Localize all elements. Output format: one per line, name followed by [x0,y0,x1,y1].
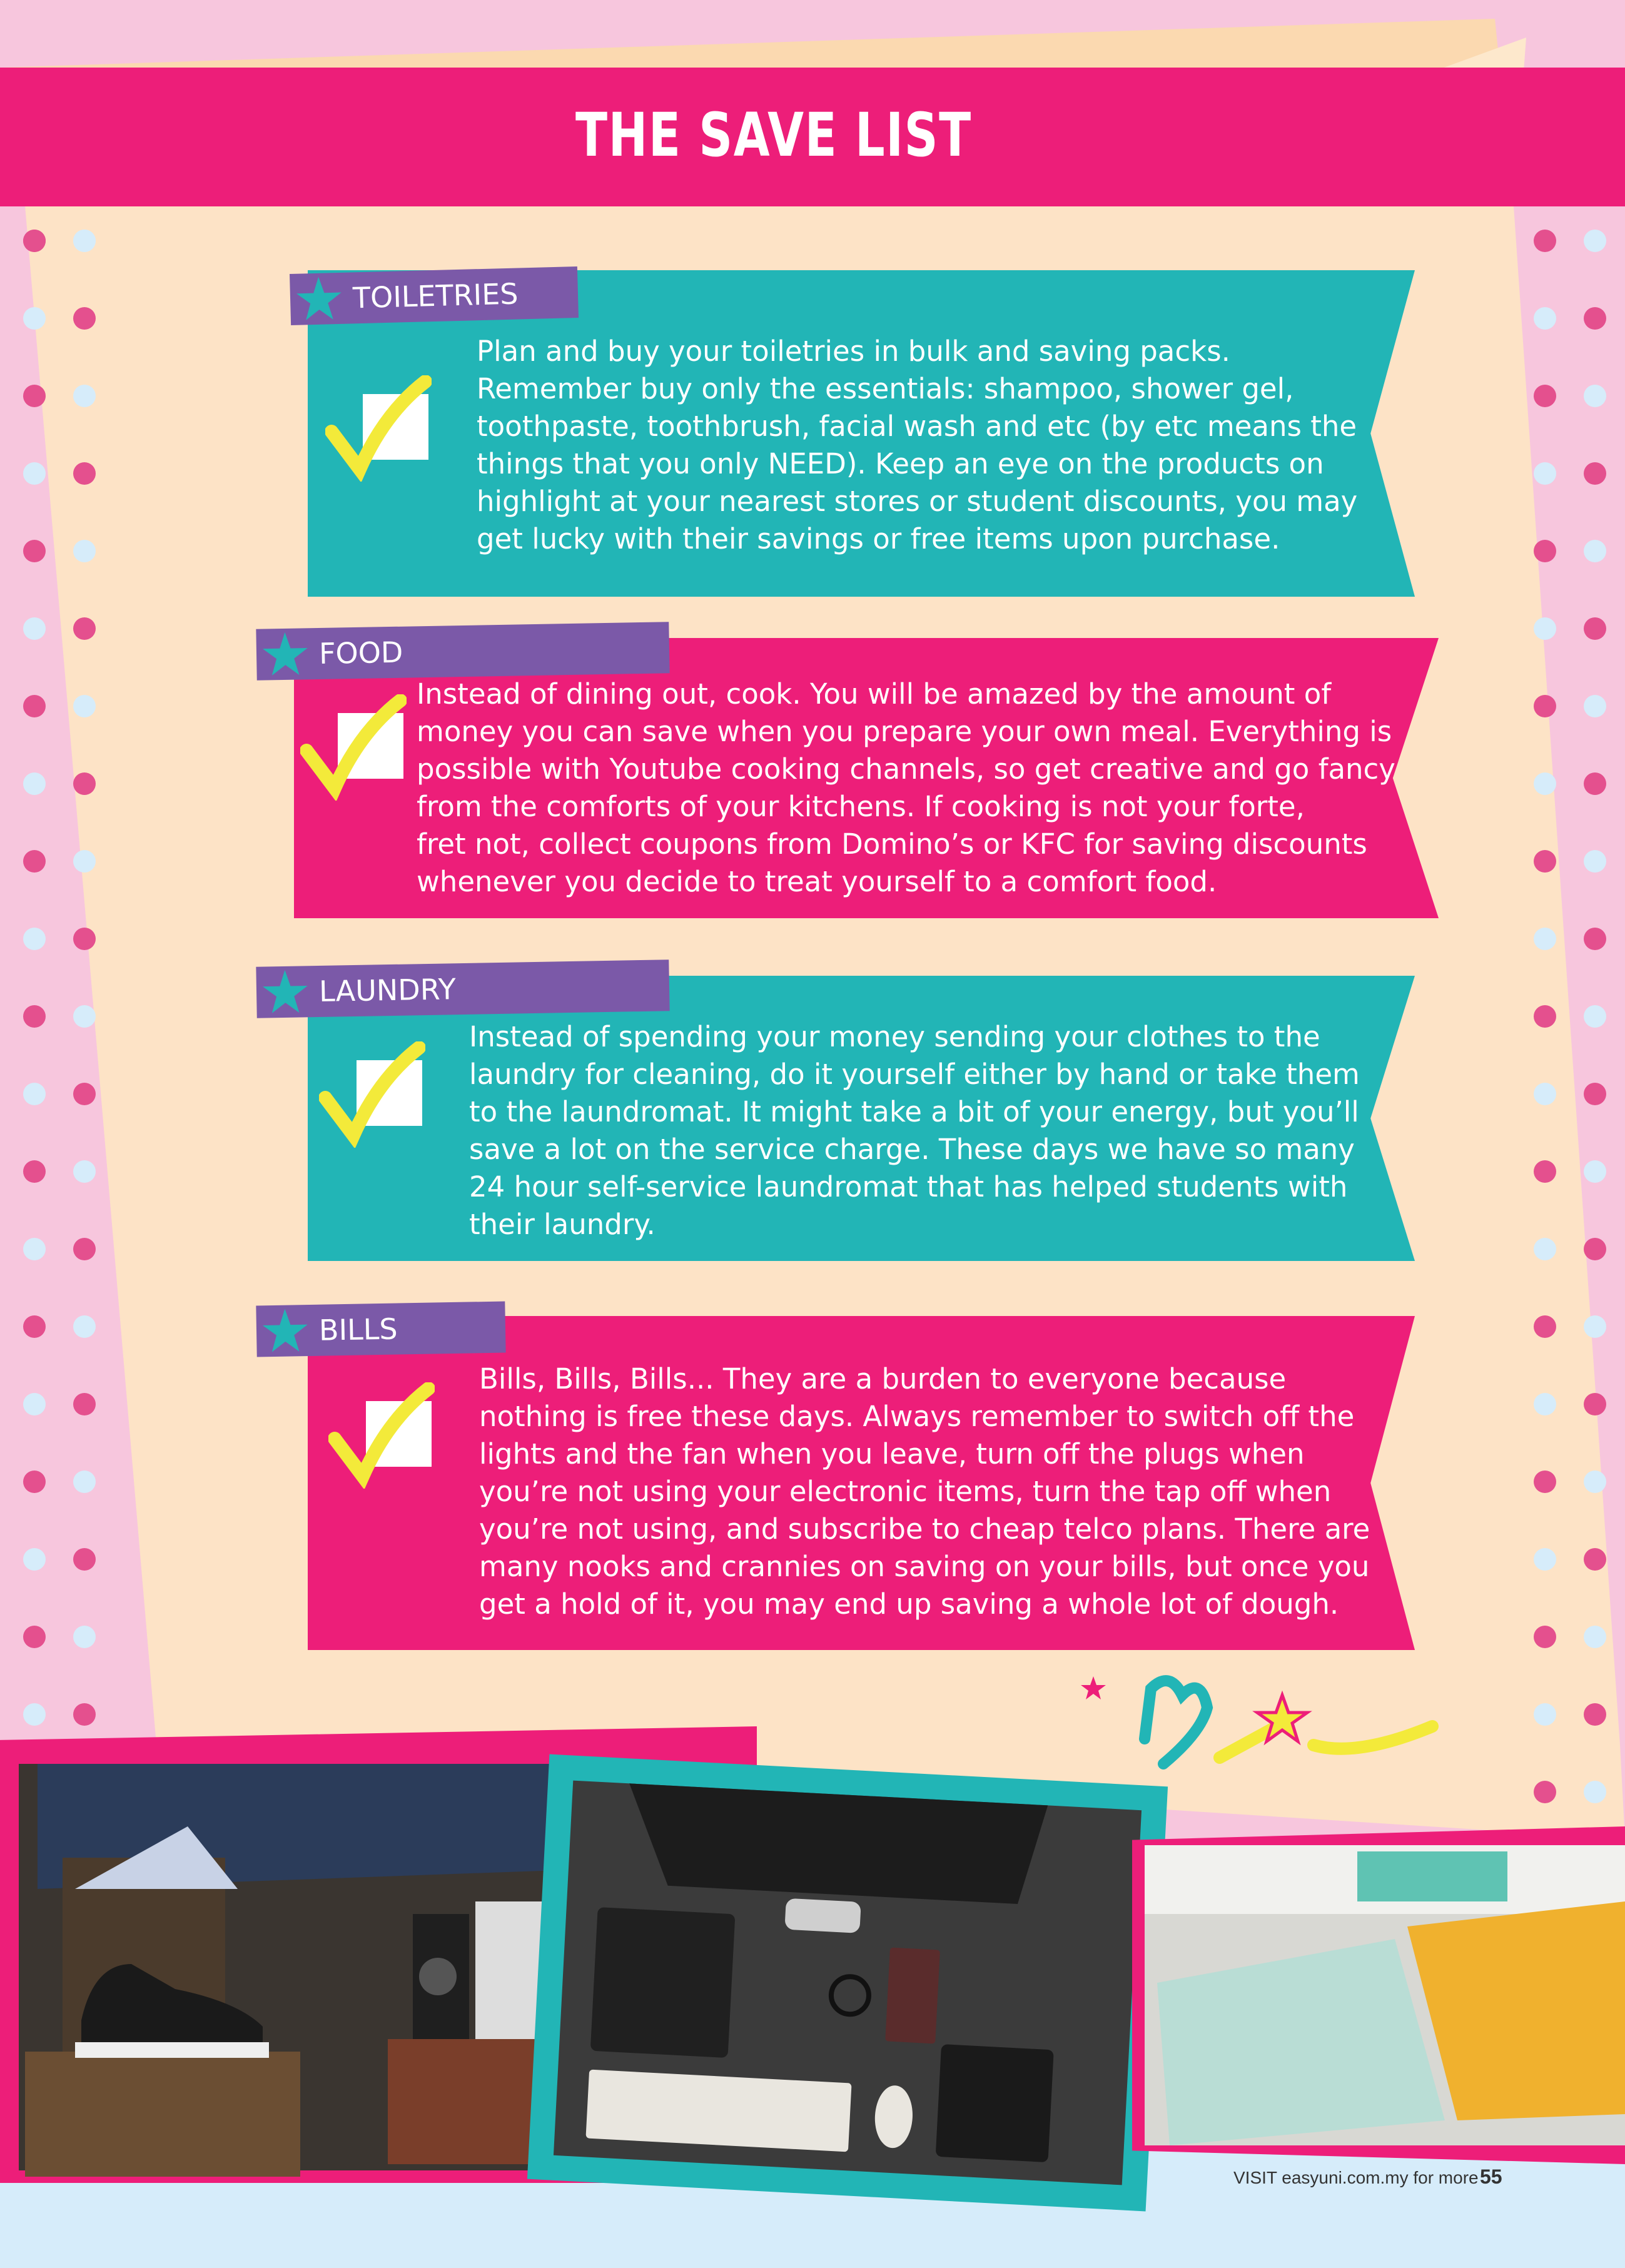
checkbox-tick-icon [325,375,432,482]
laundry-tab-label: LAUNDRY [318,972,457,1009]
star-icon [293,274,345,324]
toiletries-tab-label: TOILETRIES [352,276,519,315]
checkbox-tick-icon [319,1041,425,1148]
star-icon [260,629,310,679]
heart-doodle-icon [1076,1664,1451,1789]
toiletries-text: Plan and buy your toiletries in bulk and saving packs. Remember buy only the essentials: shampoo, shower gel, toothpaste, toothbrush, facial wash and etc (by etc means the things that you only NEED). Keep an eye on the products on highlight at your nearest stores or student discounts, you may get lucky with their savings or free items upon purchase. [477,335,1358,555]
laundry-text: Instead of spending your money sending your clothes to the laundry for cleaning, do it yourself either by hand or take them to the laundromat. It might take a bit of your energy, but you’ll save a lot on the service charge. These days we have so many 24 hour self-service laundromat that has helped students with their laundry. [469,1020,1360,1241]
bills-text: Bills, Bills, Bills... They are a burden to everyone because nothing is free these days. Always remember to switch off the lights and the fan when you leave, turn off the plugs when you’re not using your electronic items, turn the tap off when you’re not using, and subscribe to cheap telco plans. There are many nooks and crannies on saving on your bills, but once you get a hold of it, you may end up saving a whole lot of dough. [479,1362,1370,1621]
checkbox-tick-icon [328,1382,435,1489]
desk-devices-photo [527,1754,1168,2212]
polka-dots-left [0,206,125,1745]
page-number: 55 [1480,2165,1502,2188]
page-title: THE SAVE LIST [575,100,972,170]
food-tab-label: FOOD [318,635,403,671]
bills-tab-label: BILLS [318,1312,398,1347]
food-text: Instead of dining out, cook. You will be amazed by the amount of money you can save when you prepare your own meal. Everything is possible with Youtube cooking channels, so get creative and go fancy from the comforts of your kitchens. If cooking is not your forte, fret not, collect coupons from Domino’s or KFC for saving discounts whenever you decide to treat yourself to a comfort food. [417,677,1395,898]
checkbox-tick-icon [300,694,407,801]
star-icon [260,967,310,1016]
cushions-photo [1132,1826,1625,2164]
food-tab [256,622,669,681]
bills-tab [256,1302,505,1357]
toiletries-tab [290,266,579,325]
star-icon [260,1306,310,1355]
footer-text: VISIT easyuni.com.my for more [1233,2168,1479,2187]
laundry-tab [256,959,669,1018]
polka-dots-right [1514,206,1625,1895]
